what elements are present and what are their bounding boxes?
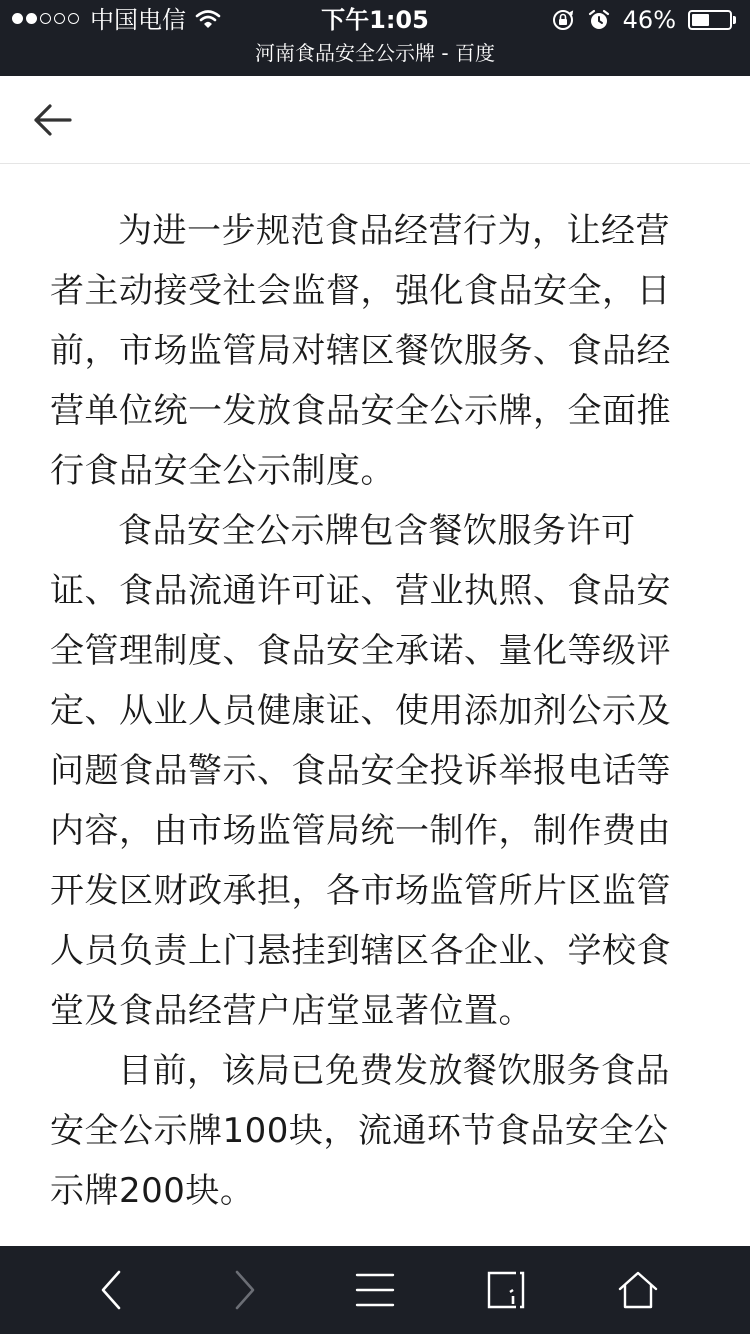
toolbar-tabs-button[interactable] [476, 1260, 536, 1320]
article-paragraph-2: 食品安全公示牌包含餐饮服务许可证、食品流通许可证、营业执照、食品安全管理制度、食品安全承诺、量化等级评定、从业人员健康证、使用添加剂公示及问题食品警示、食品安全投诉举报电话等内容，由市场监管局统一制作，制作费由开发区财政承担，各市场监管所片区监管人员负责上门悬挂到辖区各企业、学校食堂及食品经营户店堂显著位置。 [50, 511, 671, 1031]
alarm-icon [587, 8, 611, 32]
toolbar-menu-button[interactable] [345, 1260, 405, 1320]
back-button[interactable] [28, 96, 76, 144]
article-paragraph-3: 目前，该局已免费发放餐饮服务食品安全公示牌100块，流通环节食品安全公示牌200块。 [50, 1051, 670, 1211]
menu-icon [355, 1272, 395, 1308]
article-header [0, 76, 750, 164]
toolbar-home-button[interactable] [608, 1260, 668, 1320]
status-right-group [551, 5, 738, 35]
battery-level-fill [692, 14, 709, 26]
article-paragraph-1: 为进一步规范食品经营行为，让经营者主动接受社会监督，强化食品安全，日前，市场监管局对辖区餐饮服务、食品经营单位统一发放食品安全公示牌，全面推行食品安全公示制度。 [50, 211, 671, 491]
carrier-name: 中国电信 [90, 6, 186, 34]
status-bar [0, 0, 750, 40]
battery-percent: 46% [622, 6, 676, 34]
status-time: 下午1:05 [321, 6, 429, 34]
chevron-right-icon [229, 1268, 259, 1312]
browser-top-bar [0, 0, 750, 76]
toolbar-forward-button[interactable] [214, 1260, 274, 1320]
battery-icon [688, 10, 732, 30]
tabs-icon [486, 1270, 526, 1310]
page-title: 河南食品安全公示牌 - 百度 [255, 41, 495, 65]
chevron-left-icon [97, 1268, 127, 1312]
toolbar-back-button[interactable] [82, 1260, 142, 1320]
article-body [50, 201, 702, 1221]
home-icon [617, 1270, 659, 1310]
browser-toolbar [0, 1246, 750, 1334]
rotation-lock-icon [551, 8, 575, 32]
arrow-left-icon [32, 102, 72, 138]
